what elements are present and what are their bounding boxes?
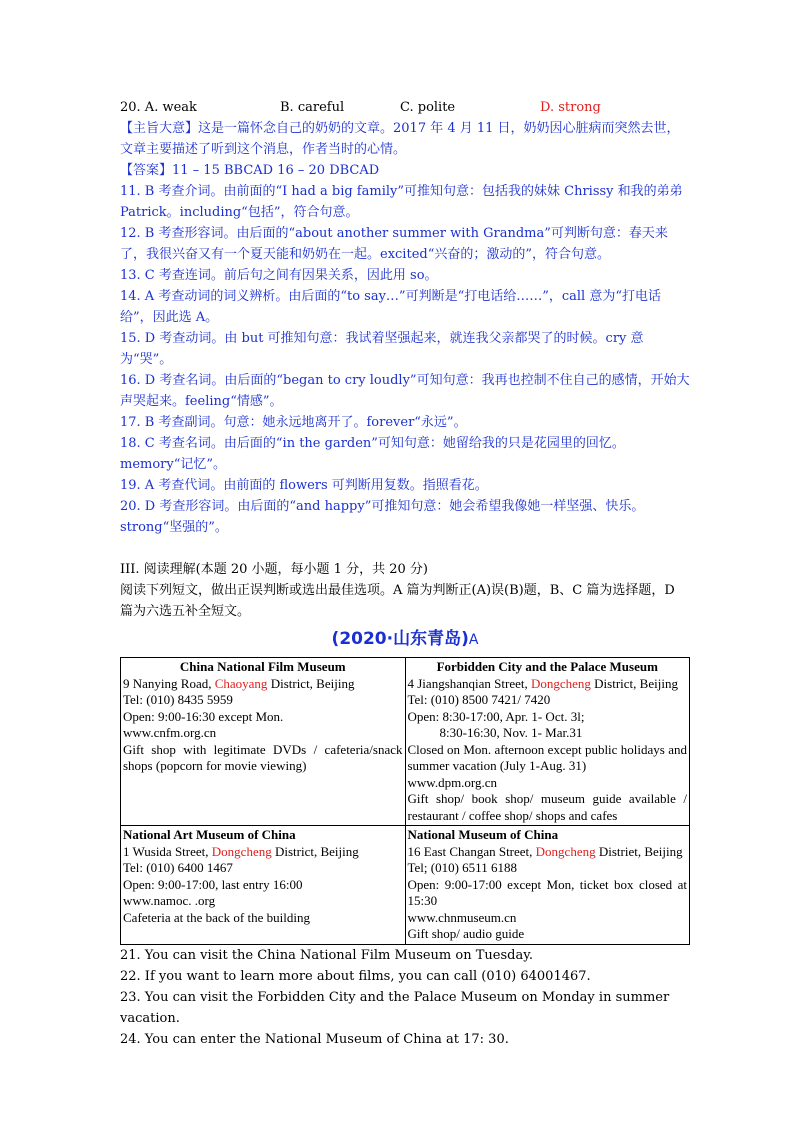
museum-cell-palace — [405, 658, 690, 826]
district-name: Dongcheng — [535, 843, 596, 859]
question-21: 21. You can visit the China National Film Museum on Tuesday. — [120, 947, 533, 963]
question-22: 22. If you want to learn more about films, you can call (010) 64001467. — [120, 968, 591, 984]
district-name: Dongcheng — [211, 843, 272, 859]
question-20-options — [120, 97, 690, 118]
museum-tel: Tel: (010) 8435 5959 — [123, 692, 233, 707]
passage-source: (2020·山东青岛) — [331, 629, 469, 649]
museum-cell-national — [405, 826, 690, 945]
museum-facilities: Gift shop with legitimate DVDs / cafeteria/snack shops (popcorn for movie viewing) — [123, 741, 403, 773]
explanation-14: 14. A 考查动词的词义辨析。由后面的“to say…”可判断是“打电话给……”，call 意为“打电话给”，因此选 A。 — [120, 289, 661, 325]
section-instruction: 阅读下列短文，做出正误判断或选出最佳选项。A 篇为判断正(A)误(B)题，B、C 篇为选择题，D 篇为六选五补全短文。 — [120, 583, 675, 619]
section-heading: III. 阅读理解(本题 20 小题，每小题 1 分，共 20 分) — [120, 562, 428, 577]
museum-name: National Museum of China — [407, 827, 559, 842]
museum-hours: Open: 8:30-17:00, Apr. 1- Oct. 3l; — [407, 708, 585, 724]
district-name: Chaoyang — [214, 675, 268, 691]
explanation-17: 17. B 考查副词。句意：她永远地离开了。forever“永远”。 — [120, 415, 467, 430]
district-name: Dongcheng — [530, 675, 591, 691]
document-page — [120, 97, 690, 1050]
museum-cell-film — [121, 658, 406, 826]
museum-facilities: Gift shop/ book shop/ museum guide available / restaurant / coffee shop/ shops and cafes — [407, 791, 687, 823]
explanation-16: 16. D 考查名词。由后面的“began to cry loudly”可知句意：我再也控制不住自己的感情，开始大声哭起来。feeling“情感”。 — [120, 373, 690, 409]
option-d-answer: D. strong — [540, 100, 601, 115]
explanation-15: 15. D 考查动词。由 but 可推知句意：我试着坚强起来，就连我父亲都哭了的时候。cry 意为“哭”。 — [120, 331, 644, 367]
table-row — [121, 658, 690, 826]
explanation-19: 19. A 考查代词。由前面的 flowers 可判断用复数。指照看花。 — [120, 478, 488, 493]
museum-facilities: Gift shop/ audio guide — [407, 926, 525, 941]
museum-address: 1 Wusida Street, Dongcheng District, Beijing — [123, 843, 359, 859]
explanation-11: 11. B 考查介词。由前面的“I had a big family”可推知句意：包括我的妹妹 Chrissy 和我的弟弟 Patrick。including“包括”，符合句意。 — [120, 184, 683, 220]
museum-address: 9 Nanying Road, Chaoyang District, Beijing — [123, 675, 355, 691]
museum-website: www.dpm.org.cn — [407, 774, 498, 790]
museum-website: www.chnmuseum.cn — [407, 909, 517, 925]
explanation-13: 13. C 考查连词。前后句之间有因果关系，因此用 so。 — [120, 268, 438, 283]
passage-title — [120, 628, 690, 651]
summary-paragraph: 【主旨大意】这是一篇怀念自己的奶奶的文章。2017 年 4 月 11 日，奶奶因心脏病而突然去世，文章主要描述了听到这个消息，作者当时的心情。 — [120, 121, 680, 157]
museum-name: National Art Museum of China — [123, 827, 296, 842]
museum-website: www.cnfm.org.cn — [123, 725, 217, 740]
spacer — [120, 538, 690, 559]
museum-hours: Open: 9:00-16:30 except Mon. — [123, 708, 284, 724]
museum-facilities: Cafeteria at the back of the building — [123, 909, 310, 925]
museum-hours-winter: 8:30-16:30, Nov. 1- Mar.31 — [439, 725, 583, 740]
option-b: B. careful — [280, 100, 345, 115]
museum-address: 16 East Changan Street, Dongcheng Distriet, Beijing — [407, 843, 683, 859]
museum-name: China National Film Museum — [179, 659, 346, 674]
museum-tel: Tel; (010) 6511 6188 — [407, 860, 517, 875]
museum-closed-note: Closed on Mon. afternoon except public holidays and summer vacation (July 1-Aug. 31) — [407, 741, 687, 773]
explanation-20: 20. D 考查形容词。由后面的“and happy”可推知句意：她会希望我像她一样坚强、快乐。strong“坚强的”。 — [120, 499, 645, 535]
explanation-12: 12. B 考查形容词。由后面的“about another summer with Grandma”可判断句意：春天来了，我很兴奋又有一个夏天能和奶奶在一起。excited“兴奋的；激动的”，符合句意。 — [120, 226, 668, 262]
table-row — [121, 826, 690, 945]
museum-name: Forbidden City and the Palace Museum — [436, 659, 658, 674]
museum-cell-art — [121, 826, 406, 945]
museum-tel: Tel: (010) 6400 1467 — [123, 860, 233, 875]
museum-website: www.namoc. .org — [123, 893, 216, 908]
question-24: 24. You can enter the National Museum of China at 17: 30. — [120, 1031, 509, 1047]
museum-table — [120, 657, 690, 945]
answer-key: 【答案】11 – 15 BBCAD 16 – 20 DBCAD — [120, 163, 380, 178]
museum-tel: Tel: (010) 8500 7421/ 7420 — [407, 692, 551, 707]
option-a: 20. A. weak — [120, 100, 197, 115]
museum-address: 4 Jiangshanqian Street, Dongcheng District, Beijing — [407, 675, 678, 691]
question-list — [120, 945, 690, 1050]
option-c: C. polite — [400, 100, 456, 115]
museum-hours: Open: 9:00-17:00 except Mon, ticket box closed at 15:30 — [407, 876, 687, 908]
museum-hours: Open: 9:00-17:00, last entry 16:00 — [123, 876, 303, 892]
explanation-18: 18. C 考查名词。由后面的“in the garden”可知句意：她留给我的只是花园里的回忆。memory“记忆”。 — [120, 436, 625, 472]
question-23: 23. You can visit the Forbidden City and the Palace Museum on Monday in summer vacation. — [120, 989, 670, 1026]
passage-letter: A — [468, 632, 479, 648]
